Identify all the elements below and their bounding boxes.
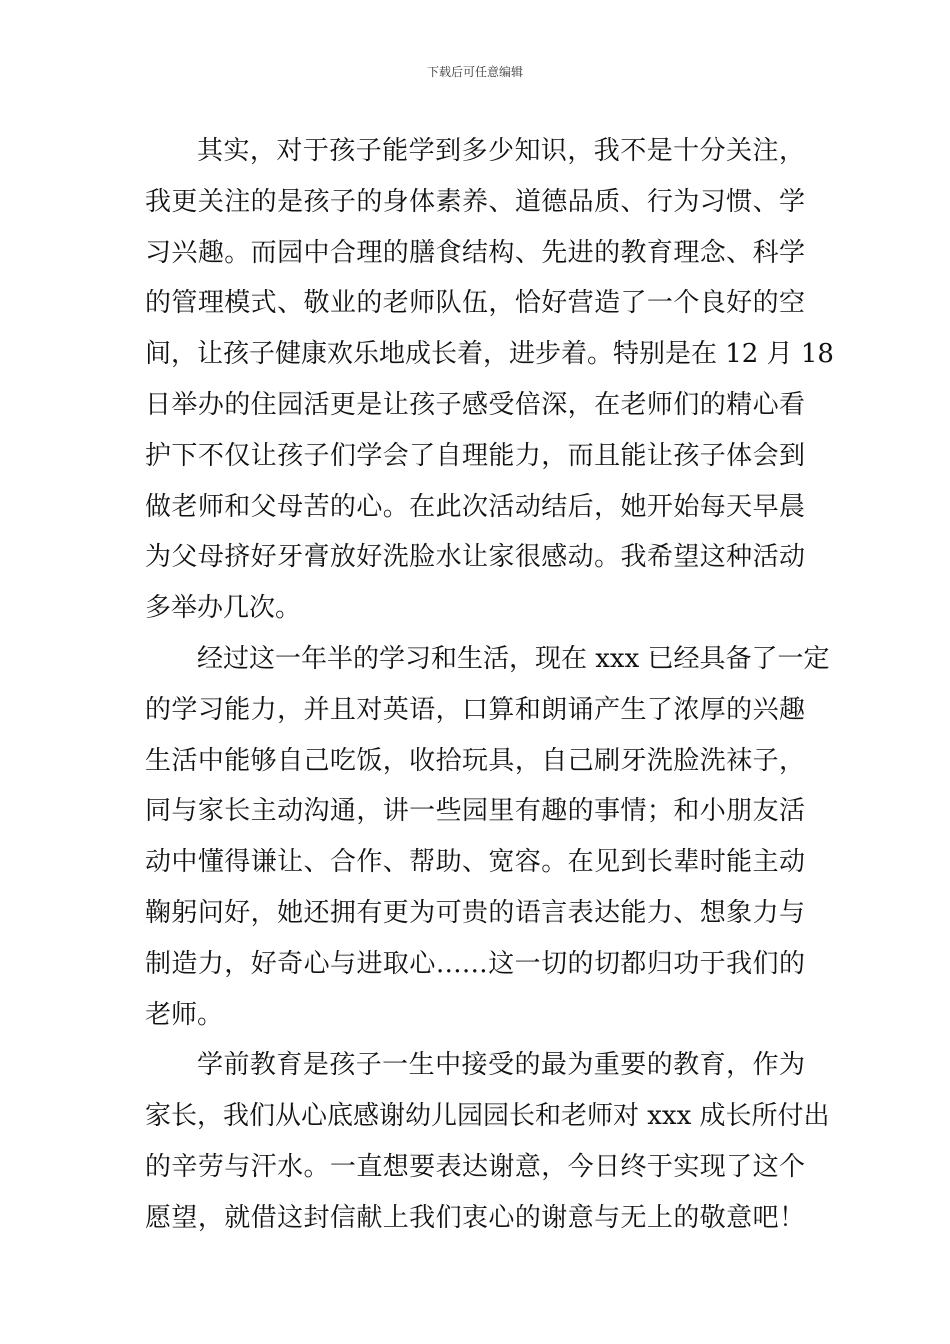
text-line: 间，让孩子健康欢乐地成长着，进步着。特别是在 12 月 18 <box>145 339 834 370</box>
text-line: 同与家长主动沟通，讲一些园里有趣的事情；和小朋友活 <box>145 796 805 827</box>
page-header: 下载后可任意编辑 <box>426 65 523 79</box>
text-line: 日举办的住园活更是让孩子感受倍深，在老师们的精心看 <box>145 389 805 420</box>
text-line: 老师。 <box>145 999 224 1030</box>
text-line: 鞠躬问好，她还拥有更为可贵的语言表达能力、想象力与 <box>145 897 805 928</box>
text-line: 做老师和父母苦的心。在此次活动结后，她开始每天早晨 <box>145 491 805 522</box>
text-line: 为父母挤好牙膏放好洗脸水让家很感动。我希望这种活动 <box>145 542 805 573</box>
text-line: 的学习能力，并且对英语，口算和朗诵产生了浓厚的兴趣 <box>145 694 805 725</box>
text-line: 的辛劳与汗水。一直想要表达谢意，今日终于实现了这个 <box>145 1151 805 1182</box>
text-line: 我更关注的是孩子的身体素养、道德品质、行为习惯、学 <box>145 186 805 217</box>
paragraph-3 <box>145 1040 830 1243</box>
text-line: 家长，我们从心底感谢幼儿园园长和老师对 xxx 成长所付出 <box>145 1101 830 1132</box>
text-line: 制造力，好奇心与进取心……这一切的切都归功于我们的 <box>145 948 805 979</box>
text-line: 多举办几次。 <box>145 593 302 624</box>
text-line: 的管理模式、敬业的老师队伍，恰好营造了一个良好的空 <box>145 288 805 319</box>
text-line: 动中懂得谦让、合作、帮助、宽容。在见到长辈时能主动 <box>145 847 805 878</box>
paragraph-1 <box>145 126 834 634</box>
text-line: 经过这一年半的学习和生活，现在 xxx 已经具备了一定 <box>197 643 830 674</box>
text-line: 护下不仅让孩子们学会了自理能力，而且能让孩子体会到 <box>145 440 805 471</box>
document-body <box>145 126 834 1244</box>
text-line: 习兴趣。而园中合理的膳食结构、先进的教育理念、科学 <box>145 237 805 268</box>
text-line: 愿望，就借这封信献上我们衷心的谢意与无上的敬意吧！ <box>145 1202 805 1233</box>
text-line: 生活中能够自己吃饭，收拾玩具，自己刷牙洗脸洗袜子， <box>145 745 805 776</box>
text-line: 其实，对于孩子能学到多少知识，我不是十分关注， <box>197 136 805 166</box>
text-line: 学前教育是孩子一生中接受的最为重要的教育，作为 <box>197 1050 805 1081</box>
paragraph-2 <box>145 634 830 1040</box>
